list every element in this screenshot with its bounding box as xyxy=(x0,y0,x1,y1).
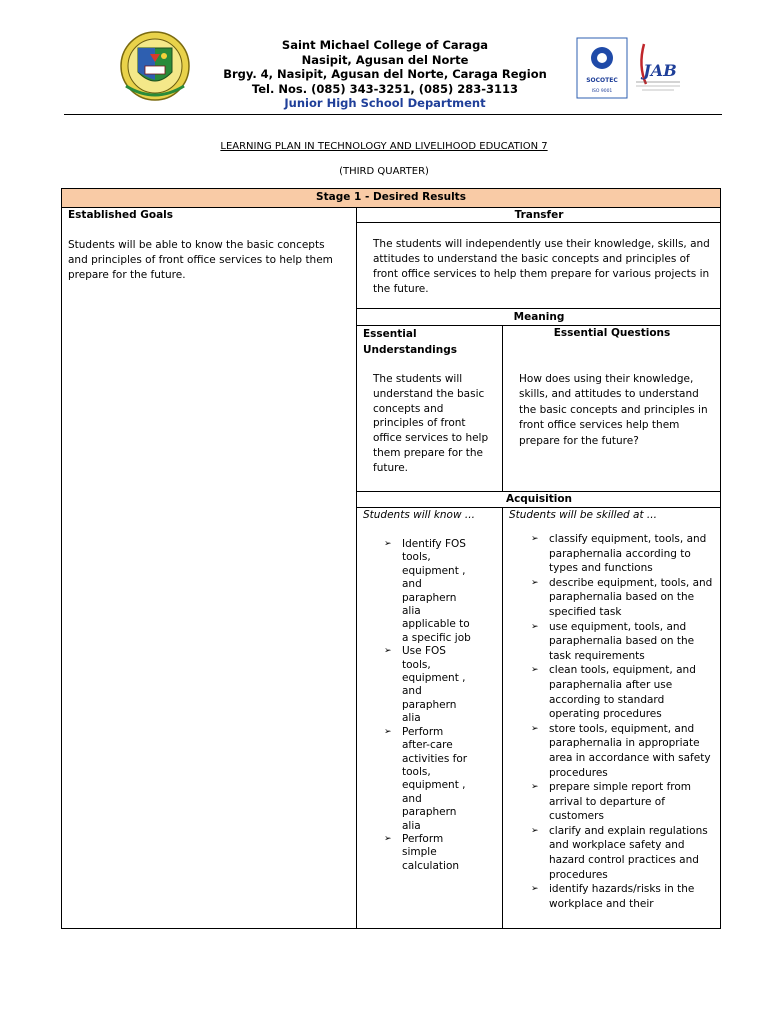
arrow-bullet-icon: ➢ xyxy=(531,534,539,544)
skills-list xyxy=(531,532,717,911)
skills-list-item xyxy=(531,824,717,882)
arrow-bullet-icon: ➢ xyxy=(531,577,539,588)
skills-list-item-text: store tools, equipment, and paraphernalia in appropriate area in accordance with safety procedures xyxy=(549,722,711,779)
skills-list-item-text: identify hazards/risks in the workplace and their xyxy=(549,883,695,910)
acquisition-divider xyxy=(502,507,503,928)
skills-list-item xyxy=(531,722,717,780)
students-will-know-heading: Students will know ... xyxy=(363,509,475,521)
stage1-header: Stage 1 - Desired Results xyxy=(62,189,720,208)
skills-list-item-text: classify equipment, tools, and paraphernalia according to types and functions xyxy=(549,533,707,575)
department-name: Junior High School Department xyxy=(284,96,486,111)
school-location: Nasipit, Agusan del Norte xyxy=(301,52,469,67)
know-list-item-text: Perform after-care activities for tools, equipment , and paraphern alia xyxy=(402,725,468,832)
arrow-bullet-icon: ➢ xyxy=(531,723,539,734)
quarter-label: (THIRD QUARTER) xyxy=(339,166,429,177)
students-skilled-heading: Students will be skilled at ... xyxy=(509,509,657,521)
know-list-item-text: Use FOS tools, equipment , and paraphern alia xyxy=(402,645,466,725)
skills-list-item xyxy=(531,882,717,911)
skills-list-item xyxy=(531,780,717,824)
know-list-item xyxy=(384,538,472,645)
skills-list-item-text: clarify and explain regulations and workplace safety and hazard control practices and procedures xyxy=(549,824,708,881)
jab-text: JAB xyxy=(643,61,677,80)
skills-list-item-text: prepare simple report from arrival to departure of customers xyxy=(549,781,692,823)
arrow-bullet-icon: ➢ xyxy=(531,782,539,793)
established-goals-heading: Established Goals xyxy=(68,209,174,221)
arrow-bullet-icon: ➢ xyxy=(384,646,392,657)
school-address: Brgy. 4, Nasipit, Agusan del Norte, Caraga Region xyxy=(223,67,547,82)
skills-list-item xyxy=(531,620,717,664)
iso-text: ISO 9001 xyxy=(591,89,613,94)
acquisition-heading: Acquisition xyxy=(505,493,573,505)
arrow-bullet-icon: ➢ xyxy=(531,884,539,895)
know-list-item xyxy=(384,726,472,833)
essential-understandings-heading: Essential Understandings xyxy=(363,328,458,356)
know-list-item xyxy=(384,645,472,725)
arrow-bullet-icon: ➢ xyxy=(384,726,392,737)
certification-logo xyxy=(576,36,682,100)
arrow-bullet-icon: ➢ xyxy=(384,833,392,844)
transfer-heading: Transfer xyxy=(514,209,564,221)
know-list-item-text: Identify FOS tools, equipment , and paraphern alia applicable to a specific job xyxy=(402,538,471,644)
meaning-heading: Meaning xyxy=(513,311,565,323)
essential-questions-heading: Essential Questions xyxy=(553,327,671,339)
know-list-item xyxy=(384,833,472,873)
skills-list-item xyxy=(531,576,717,620)
arrow-bullet-icon: ➢ xyxy=(384,539,392,549)
essential-understandings-text: The students will understand the basic concepts and principles of front office services to help them prepare for the future. xyxy=(373,373,489,474)
school-seal-logo xyxy=(116,30,194,102)
transfer-text: The students will independently use their knowledge, skills, and attitudes to understand the basic concepts and principles of front office services to help them prepare for various projects in the future. xyxy=(373,238,710,295)
socotec-text: SOCOTEC xyxy=(586,77,618,84)
header-rule xyxy=(64,114,722,115)
document-header xyxy=(0,0,768,116)
document-title: LEARNING PLAN IN TECHNOLOGY AND LIVELIHOOD EDUCATION 7 xyxy=(220,141,548,152)
stage1-table xyxy=(61,188,721,929)
meaning-top-line xyxy=(357,308,721,309)
know-list-item-text: Perform simple calculation xyxy=(402,832,460,872)
essential-questions-text: How does using their knowledge, skills, and attitudes to understand the basic concepts and principles in front office services help them prepare for the future? xyxy=(519,373,708,447)
arrow-bullet-icon: ➢ xyxy=(531,621,539,632)
school-telephone: Tel. Nos. (085) 343-3251, (085) 283-3113 xyxy=(251,81,519,96)
school-name: Saint Michael College of Caraga xyxy=(281,38,489,52)
skills-list-item xyxy=(531,532,717,576)
arrow-bullet-icon: ➢ xyxy=(531,665,539,676)
skills-list-item-text: describe equipment, tools, and paraphernalia based on the specified task xyxy=(549,576,713,618)
skills-list-item-text: use equipment, tools, and paraphernalia based on the task requirements xyxy=(549,620,695,662)
meaning-divider xyxy=(502,325,503,491)
know-list xyxy=(384,538,472,873)
arrow-bullet-icon: ➢ xyxy=(531,825,539,836)
skills-list-item xyxy=(531,663,717,721)
skills-list-item-text: clean tools, equipment, and paraphernalia after use according to standard operating procedures xyxy=(549,664,696,721)
established-goals-text: Students will be able to know the basic concepts and principles of front office services to help them prepare for the future. xyxy=(68,239,333,281)
transfer-head-line xyxy=(357,222,721,223)
